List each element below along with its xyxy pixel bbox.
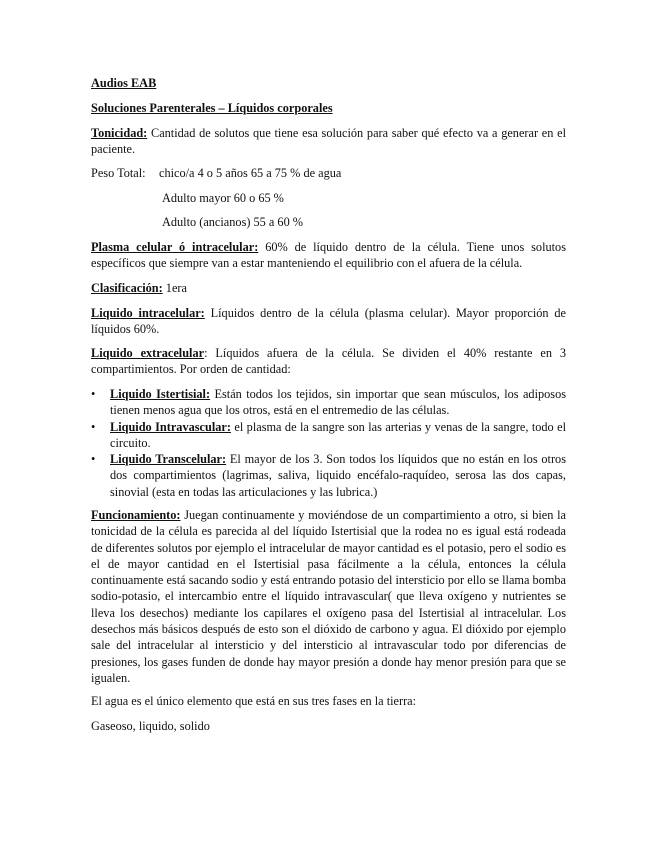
bullet-item-transcelular: [110, 451, 566, 500]
peso-total-line2: Adulto mayor 60 o 65 %: [162, 191, 284, 205]
doc-title-text: Audios EAB: [91, 76, 157, 90]
bullet-item-intravascular: [110, 419, 566, 452]
plasma-text: 60% de líquido dentro de la célula. Tiene unos solutos específicos que siempre van a estar manteniendo el equilibrio con el afuera de la célula.: [91, 240, 566, 271]
funcionamiento-paragraph: [91, 507, 566, 686]
bullet-label: Liquido Intravascular:: [110, 420, 231, 434]
bullet-label: Liquido Transcelular:: [110, 452, 227, 466]
tonicidad-paragraph: [91, 125, 566, 158]
bullet-text: El mayor de los 3. Son todos los líquidos que no están en los otros dos compartimientos (lagrimas, saliva, liquido encéfalo-raquídeo, serosa las dos capas, sinovial (esta en todas las articulaciones y las lubrica.): [110, 452, 566, 499]
bullet-symbol: •: [91, 420, 96, 434]
peso-total-line1: chico/a 4 o 5 años 65 a 75 % de agua: [159, 166, 342, 180]
tonicidad-text: Cantidad de solutos que tiene esa solución para saber qué efecto va a generar en el paciente.: [91, 126, 566, 157]
clasificacion-label: Clasificación:: [91, 281, 163, 295]
extracelular-paragraph: [91, 345, 566, 378]
bullet-text: el plasma de la sangre son las arterias y venas de la sangre, todo el circuito.: [110, 420, 566, 451]
bullet-label: Liquido Istertisial:: [110, 387, 211, 401]
extracelular-label: Liquido extracelular: [91, 346, 205, 360]
funcionamiento-label: Funcionamiento:: [91, 508, 181, 522]
doc-title: [91, 75, 566, 91]
bullet-symbol: •: [91, 452, 96, 466]
bullet-symbol: •: [91, 387, 96, 401]
bullet-text: Están todos los tejidos, sin importar que sean músculos, los adiposos tienen menos agua que los otros, está en el entremedio de las células.: [110, 387, 567, 418]
agua-paragraph: El agua es el único elemento que está en sus tres fases en la tierra:: [91, 694, 417, 708]
fases-paragraph: Gaseoso, liquido, solido: [91, 719, 210, 733]
intracelular-label: Liquido intracelular:: [91, 306, 205, 320]
plasma-label: Plasma celular ó intracelular:: [91, 240, 259, 254]
clasificacion-text: 1era: [162, 281, 187, 295]
peso-total-label: Peso Total:: [91, 166, 146, 180]
clasificacion-paragraph: [91, 280, 566, 296]
extracelular-text: : Líquidos afuera de la célula. Se dividen el 40% restante en 3 compartimientos. Por orden de cantidad:: [91, 346, 566, 377]
plasma-paragraph: [91, 239, 566, 272]
intracelular-text: Líquidos dentro de la célula (plasma celular). Mayor proporción de líquidos 60%.: [91, 306, 566, 337]
tonicidad-label: Tonicidad:: [91, 126, 148, 140]
intracelular-paragraph: [91, 305, 566, 338]
peso-total-line3: Adulto (ancianos) 55 a 60 %: [162, 215, 304, 229]
doc-subtitle: [91, 100, 566, 116]
bullet-item-istertisial: [110, 386, 566, 419]
doc-subtitle-text: Soluciones Parenterales – Líquidos corporales: [91, 101, 333, 115]
funcionamiento-text: Juegan continuamente y moviéndose de un compartimiento a otro, si bien la tonicidad de la célula es parecida al del líquido Istertisial que la rodea no es igual está rodeada de diferentes solutos por ejemplo el intracelular de mayor cantidad es el potasio, pero el sodio es el de mayor cantidad en el Istertisial pasa fácilmente a la célula, entonces la célula continuamente está sacando sodio y está entrando potasio del intersticio por ello se llama bomba sodio-potasio, el intercambio entre el líquido intravascular( que lleva oxígeno y nutrientes se lleva los desechos) mediante los capilares el oxígeno pasa del Istertisial al intracelular. Los desechos más básicos después de esto son el dióxido de carbono y agua. El dióxido por ejemplo sale del intracelular al intersticio y del intersticio al intravascular todo por diferencias de presiones, los gases funden de donde hay mayor presión a donde hay menor presión para que se igualen.: [91, 508, 566, 685]
